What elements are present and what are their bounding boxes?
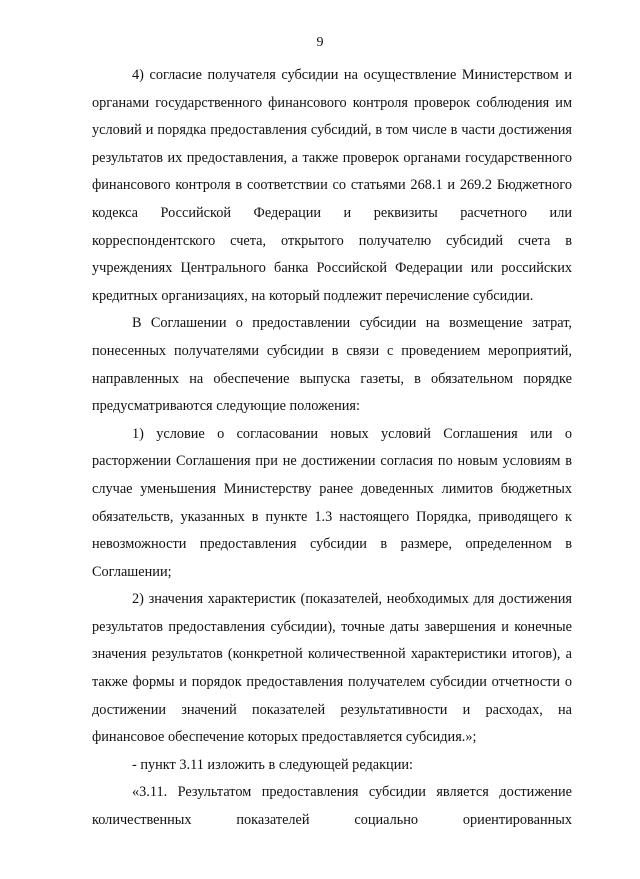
paragraph-clause-3-11: «3.11. Результатом предоставления субсидии является достижение количественных показателей социально ориентированных <box>92 784 572 829</box>
paragraph-agreement-provisions: В Соглашении о предоставлении субсидии на возмещение затрат, понесенных получателями субсидии в связи с проведением мероприятий, направленных на обеспечение выпуска газеты, в обязательном порядке предусматриваются следующие положения: <box>92 315 572 415</box>
paragraph-item-1: 1) условие о согласовании новых условий Соглашения или о расторжении Соглашения при не достижении согласия по новым условиям в случае уменьшения Министерству ранее доведенных лимитов бюджетных обязательств, указанных в пункте 1.3 настоящего Порядка, приводящего к невозможности предоставления субсидии в размере, определенном в Соглашении; <box>92 425 572 580</box>
paragraph-consent: 4) согласие получателя субсидии на осуществление Министерством и органами государственного финансового контроля проверок соблюдения им условий и порядка предоставления субсидий, в том числе в части достижения результатов их предоставления, а также проверок органами государственного финансового контроля в соответствии со статьями 268.1 и 269.2 Бюджетного кодекса Российской Федерации и реквизиты расчетного или корреспондентского счета, открытого получателю субсидий счета в учреждениях Центрального банка Российской Федерации или российских кредитных организациях, на который подлежит перечисление субсидии. <box>92 67 572 304</box>
page-number: 9 <box>316 35 324 50</box>
paragraph-clause-3-11-intro: - пункт 3.11 изложить в следующей редакции: <box>132 756 413 773</box>
paragraph-item-2: 2) значения характеристик (показателей, необходимых для достижения результатов предоставления субсидии), точные даты завершения и конечные значения результатов (конкретной количественной характеристики итогов), а также формы и порядок предоставления получателем субсидии отчетности о достижении значений показателей результативности и расходах, на финансовое обеспечение которых предоставляется субсидия.»; <box>92 591 572 746</box>
document-body <box>92 62 572 835</box>
